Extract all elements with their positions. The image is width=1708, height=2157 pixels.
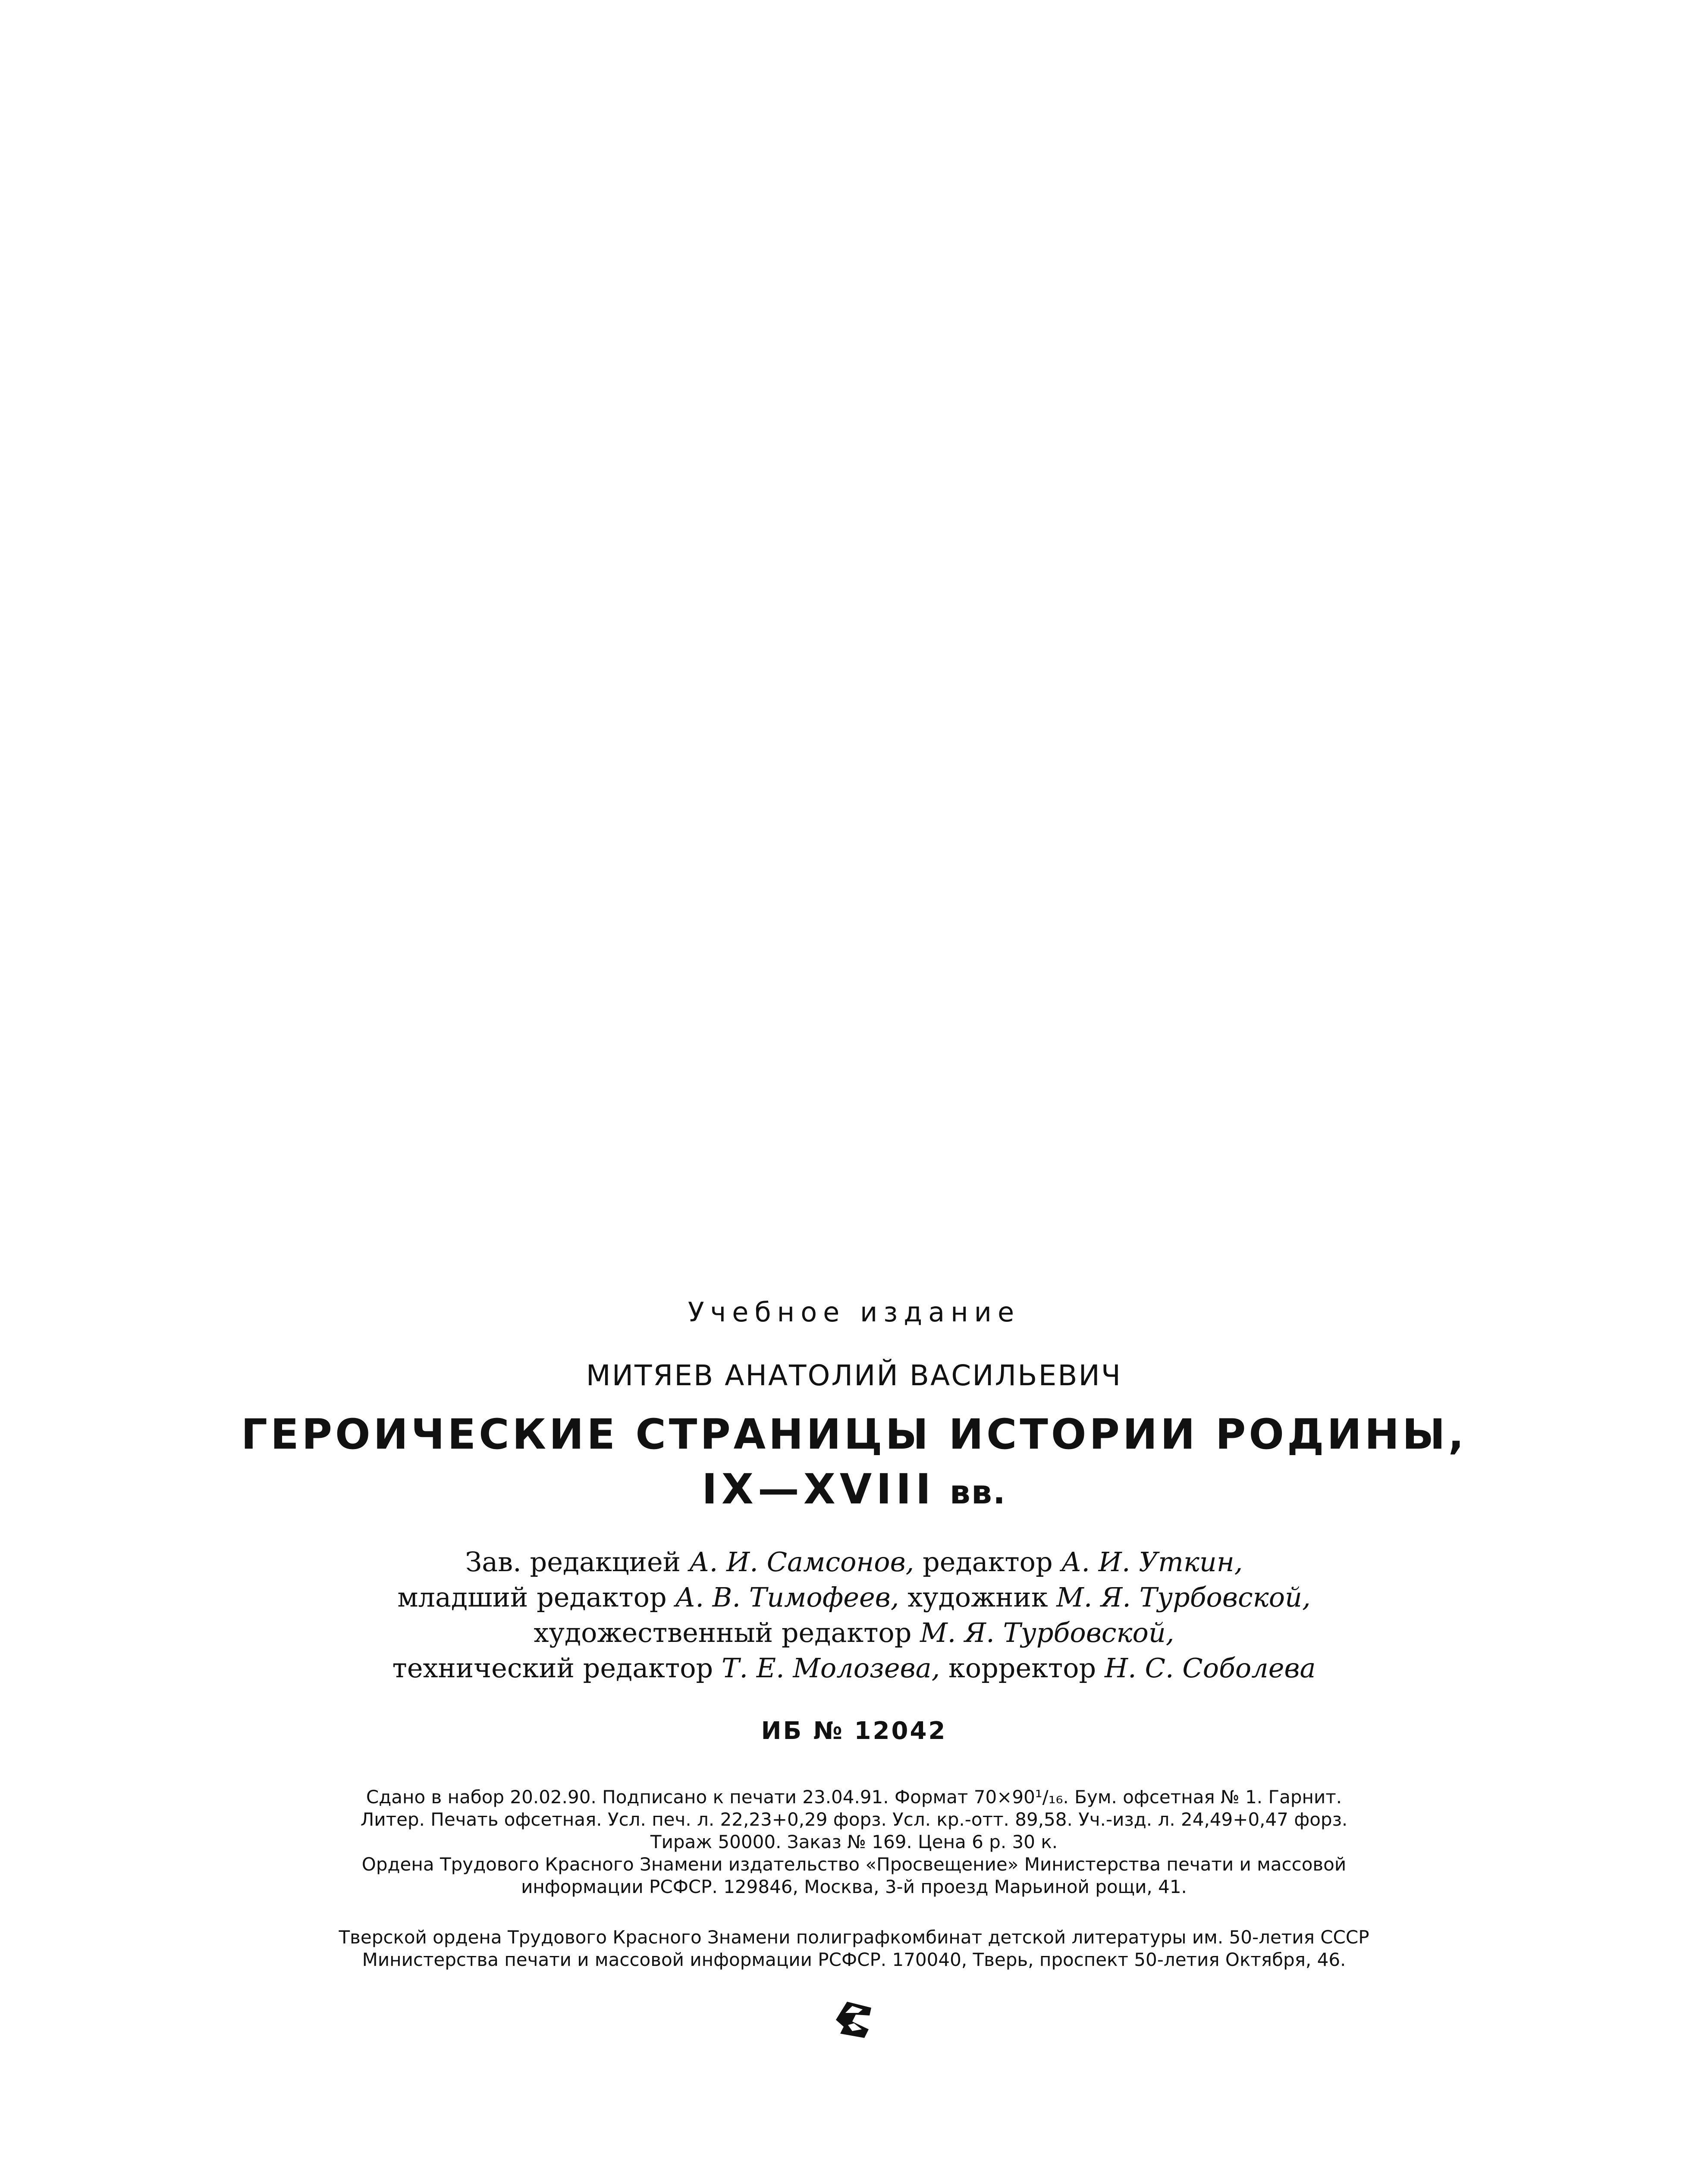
credit-role: редактор [923,1546,1053,1578]
imprint-details [0,1786,1708,1898]
printer-details [0,1926,1708,1971]
credits-line-1 [0,1544,1708,1580]
credits [0,1544,1708,1686]
credit-person: Т. Е. Молозева, [721,1652,940,1684]
credits-line-2 [0,1580,1708,1615]
edition-type: Учебное издание [688,1296,1020,1328]
credit-role: художественный редактор [534,1617,912,1648]
credits-line-4 [0,1651,1708,1686]
credit-person: А. И. Уткин, [1061,1546,1243,1578]
credit-role: художник [907,1582,1048,1613]
imprint-line: информации РСФСР. 129846, Москва, 3-й проезд Марьиной рощи, 41. [521,1876,1187,1897]
imprint-line: Ордена Трудового Красного Знамени издательство «Просвещение» Министерства печати и массовой [361,1854,1347,1875]
subtitle-centuries: IX—XVIII [702,1465,936,1513]
credit-person: М. Я. Турбовской, [920,1617,1174,1648]
imprint-line: Сдано в набор 20.02.90. Подписано к печати 23.04.91. Формат 70×90¹/₁₆. Бум. офсетная № 1. Гарнит. [366,1786,1342,1808]
imprint-line: Литер. Печать офсетная. Усл. печ. л. 22,23+0,29 форз. Усл. кр.-отт. 89,58. Уч.-изд. л. 24,49+0,47 форз. [360,1809,1348,1830]
book-subtitle [0,1463,1708,1518]
credit-role: младший редактор [397,1582,667,1613]
book-title: ГЕРОИЧЕСКИЕ СТРАНИЦЫ ИСТОРИИ РОДИНЫ, [241,1410,1467,1459]
imprint-line: Тираж 50000. Заказ № 169. Цена 6 р. 30 к. [650,1831,1058,1852]
credit-role: технический редактор [392,1652,713,1684]
credits-line-3 [0,1615,1708,1651]
credit-role: корректор [948,1652,1096,1684]
ib-number: ИБ № 12042 [761,1717,947,1745]
printer-line: Министерства печати и массовой информации РСФСР. 170040, Тверь, проспект 50-летия Октября, 46. [362,1949,1346,1970]
subtitle-suffix: вв. [949,1473,1006,1511]
credit-person: А. И. Самсонов, [689,1546,914,1578]
credit-person: А. В. Тимофеев, [675,1582,899,1613]
publisher-logo-icon [828,1993,880,2045]
credit-role: Зав. редакцией [465,1546,681,1578]
printer-line: Тверской ордена Трудового Красного Знамени полиграфкомбинат детской литературы им. 50-летия СССР [339,1927,1369,1948]
author-name: МИТЯЕВ АНАТОЛИЙ ВАСИЛЬЕВИЧ [586,1359,1122,1392]
credit-person: Н. С. Соболева [1104,1652,1316,1684]
credit-person: М. Я. Турбовской, [1056,1582,1311,1613]
